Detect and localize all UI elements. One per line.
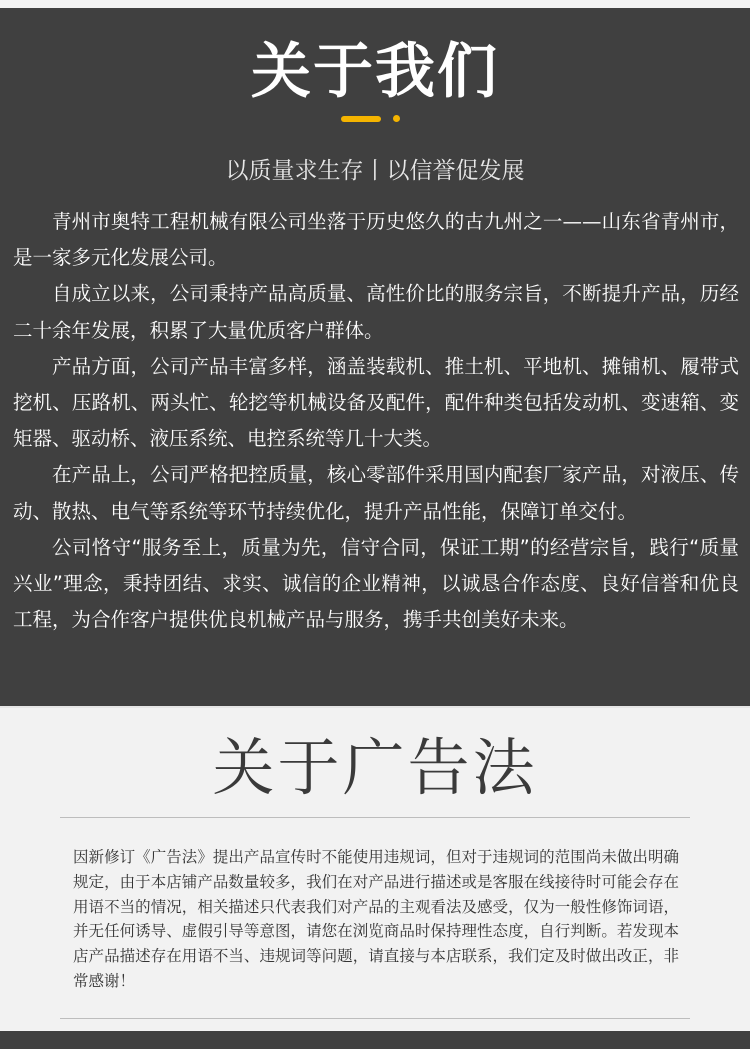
company-description	[13, 204, 739, 638]
advertising-law-title: 关于广告法	[212, 731, 538, 804]
footer-bar	[0, 1031, 750, 1049]
advertising-law-notice: 因新修订《广告法》提出产品宣传时不能使用违规词，但对于违规词的范围尚未做出明确规定，由于本店铺产品数量较多，我们在对产品进行描述或是客服在线接待时可能会存在用语不当的情况，相关描述只代表我们对产品的主观看法及感受，仅为一般性修饰词语，并无任何诱导、虚假引导等意图，请您在浏览商品时保持理性态度，自行判断。若发现本店产品描述存在用语不当、违规词等问题，请直接与本店联系，我们定及时做出改正，非常感谢！	[73, 848, 679, 990]
description-paragraph: 青州市奥特工程机械有限公司坐落于历史悠久的古九州之一——山东省青州市，是一家多元化发展公司。	[13, 210, 739, 270]
notice-top-rule	[60, 817, 690, 818]
description-paragraph: 在产品上，公司严格把控质量，核心零部件采用国内配套厂家产品，对液压、传动、散热、电气等系统等环节持续优化，提升产品性能，保障订单交付。	[13, 463, 739, 523]
title-accent-bar	[341, 116, 381, 122]
about-us-section	[0, 8, 750, 706]
section-divider	[0, 706, 750, 708]
about-us-title: 关于我们	[251, 37, 499, 107]
description-paragraph: 公司恪守“服务至上，质量为先，信守合同，保证工期”的经营宗旨，践行“质量兴业”理念，秉持团结、求实、诚信的企业精神，以诚恳合作态度、良好信誉和优良工程，为合作客户提供优良机械产品与服务，携手共创美好未来。	[13, 535, 739, 632]
title-accent-dot	[393, 115, 400, 122]
description-paragraph: 产品方面，公司产品丰富多样，涵盖装载机、推土机、平地机、摊铺机、履带式挖机、压路机、两头忙、轮挖等机械设备及配件，配件种类包括发动机、变速箱、变矩器、驱动桥、液压系统、电控系统等几十大类。	[13, 354, 739, 451]
notice-bottom-rule	[60, 1018, 690, 1019]
company-tagline: 以质量求生存丨以信誉促发展	[225, 158, 525, 184]
description-paragraph: 自成立以来，公司秉持产品高质量、高性价比的服务宗旨，不断提升产品，历经二十余年发展，积累了大量优质客户群体。	[13, 282, 739, 342]
